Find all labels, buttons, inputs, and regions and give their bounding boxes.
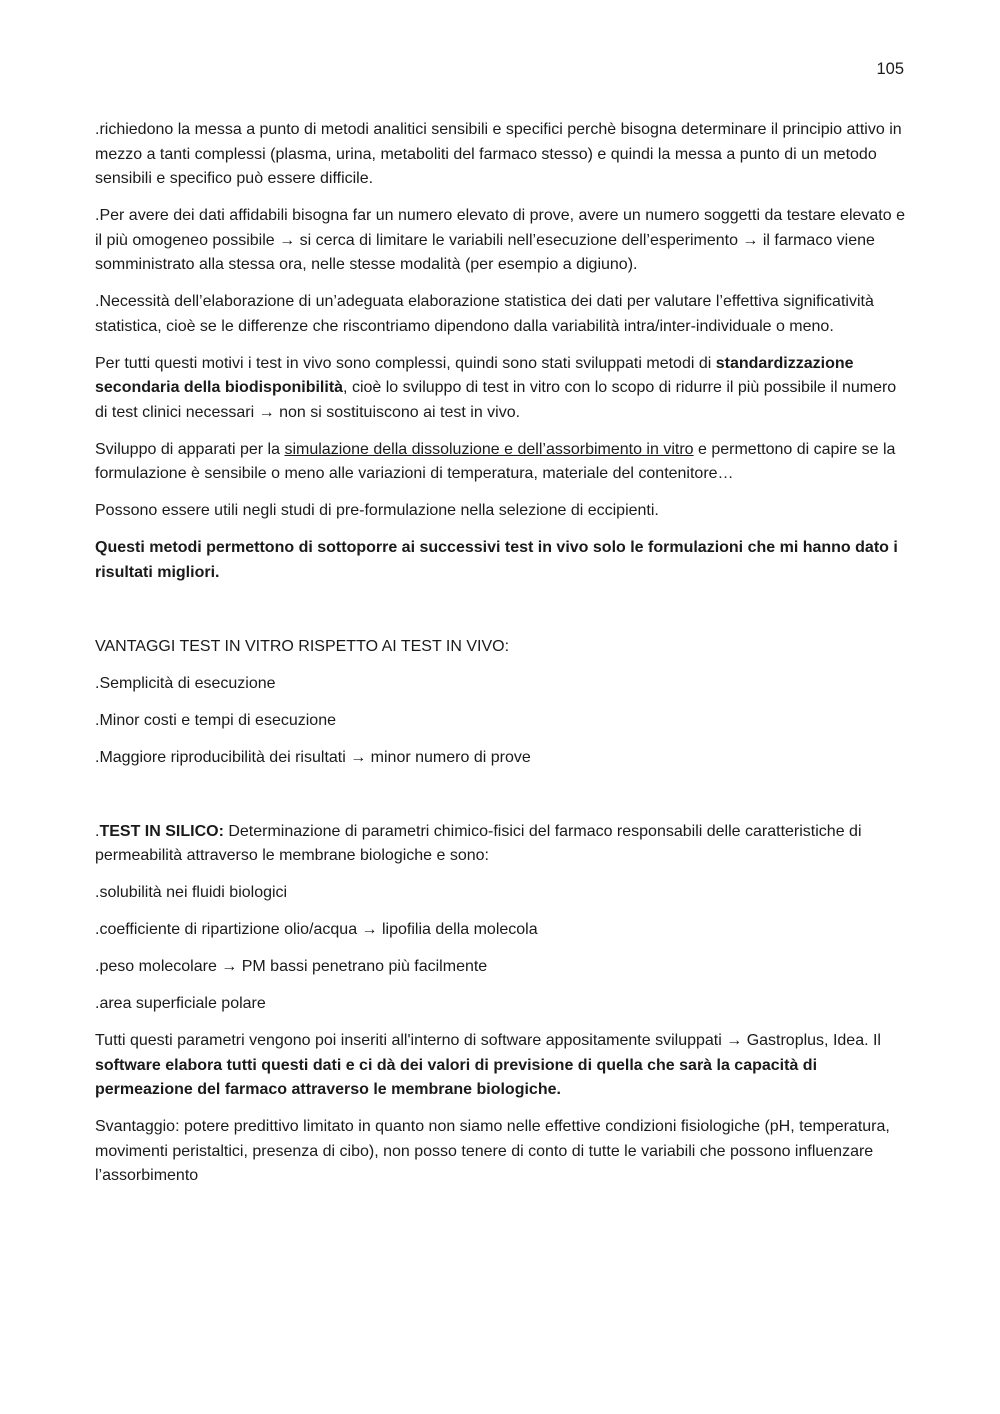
- text-run: e permettono di capire se la formulazione è sensibile o meno alle variazioni di temperatura, materiale del contenitore…: [95, 440, 896, 482]
- section-heading-vantaggi: VANTAGGI TEST IN VITRO RISPETTO AI TEST IN VIVO:: [95, 637, 510, 655]
- paragraph-preformulation: Possono essere utili negli studi di pre-formulazione nella selezione di eccipienti.: [95, 502, 659, 519]
- bold-term: standardizzazione secondaria della biodisponibilità: [95, 354, 854, 396]
- list-item: .Maggiore riproducibilità dei risultati → minor numero di prove: [95, 748, 531, 766]
- text-run: , cioè lo sviluppo di test in vitro con lo scopo di ridurre il più possibile il numero di test clinici necessari → non si sostituiscono ai test in vivo.: [95, 379, 897, 421]
- page-number: 105: [876, 60, 904, 78]
- paragraph-analytical-methods: .richiedono la messa a punto di metodi analitici sensibili e specifici perchè bisogna determinare il principio attivo in mezzo a tanti complessi (plasma, urina, metaboliti del farmaco stesso) e quindi la messa a punto di un metodo sensibili e specifico può essere difficile.: [95, 121, 902, 187]
- paragraph-software: [95, 1029, 907, 1103]
- text-run: Determinazione di parametri chimico-fisici del farmaco responsabili delle caratteristiche di permeabilità attraverso le membrane biologiche e sono:: [95, 822, 862, 864]
- paragraph-statistics: .Necessità dell’elaborazione di un’adeguata elaborazione statistica dei dati per valutare l’effettiva significatività statistica, cioè se le differenze che riscontriamo dipendono dalla variabilità intra/inter-individuale o meno.: [95, 293, 874, 335]
- paragraph-standardization: [95, 352, 907, 426]
- paragraph-svantaggio: Svantaggio: potere predittivo limitato in quanto non siamo nelle effettive condizioni fisiologiche (pH, temperatura, movimenti peristaltici, presenza di cibo), non posso tenere di conto di tutte le variabili che possono influenzare l’assorbimento: [95, 1118, 890, 1184]
- text-run: Tutti questi parametri vengono poi inseriti all'interno di software appositamente sviluppati → Gastroplus, Idea. Il: [95, 1032, 881, 1049]
- document-body: [95, 118, 907, 1201]
- paragraph-reliable-data: .Per avere dei dati affidabili bisogna far un numero elevato di prove, avere un numero soggetti da testare elevato e il più omogeneo possibile → si cerca di limitare le variabili nell’esecuzione dell’esperimento → il farmaco viene somministrato alla stessa ora, nelle stesse modalità (per esempio a digiuno).: [95, 207, 905, 273]
- spacer: [95, 598, 907, 635]
- spacer: [95, 783, 907, 820]
- paragraph-test-in-silico: [95, 820, 907, 869]
- list-item: .area superficiale polare: [95, 995, 266, 1012]
- underlined-term: simulazione della dissoluzione e dell’assorbimento in vitro: [284, 440, 694, 458]
- bold-sentence: software elabora tutti questi dati e ci dà dei valori di previsione di quella che sarà la capacità di permeazione del farmaco attraverso le membrane biologiche.: [95, 1056, 818, 1098]
- paragraph-simulation: [95, 438, 907, 487]
- text-run: .: [95, 822, 100, 840]
- bold-term: TEST IN SILICO:: [99, 822, 224, 840]
- bold-sentence: Questi metodi permettono di sottoporre ai successivi test in vivo solo le formulazioni che mi hanno dato i risultati migliori.: [95, 539, 898, 581]
- list-item: .peso molecolare → PM bassi penetrano più facilmente: [95, 958, 488, 975]
- list-item: .Minor costi e tempi di esecuzione: [95, 711, 336, 729]
- list-item: .coefficiente di ripartizione olio/acqua → lipofilia della molecola: [95, 921, 538, 938]
- text-run: Per tutti questi motivi i test in vivo sono complessi, quindi sono stati sviluppati metodi di: [95, 354, 716, 372]
- list-item: .solubilità nei fluidi biologici: [95, 884, 288, 901]
- text-run: Sviluppo di apparati per la: [95, 440, 285, 458]
- paragraph-conclusion: [95, 536, 907, 585]
- list-item: .Semplicità di esecuzione: [95, 674, 276, 692]
